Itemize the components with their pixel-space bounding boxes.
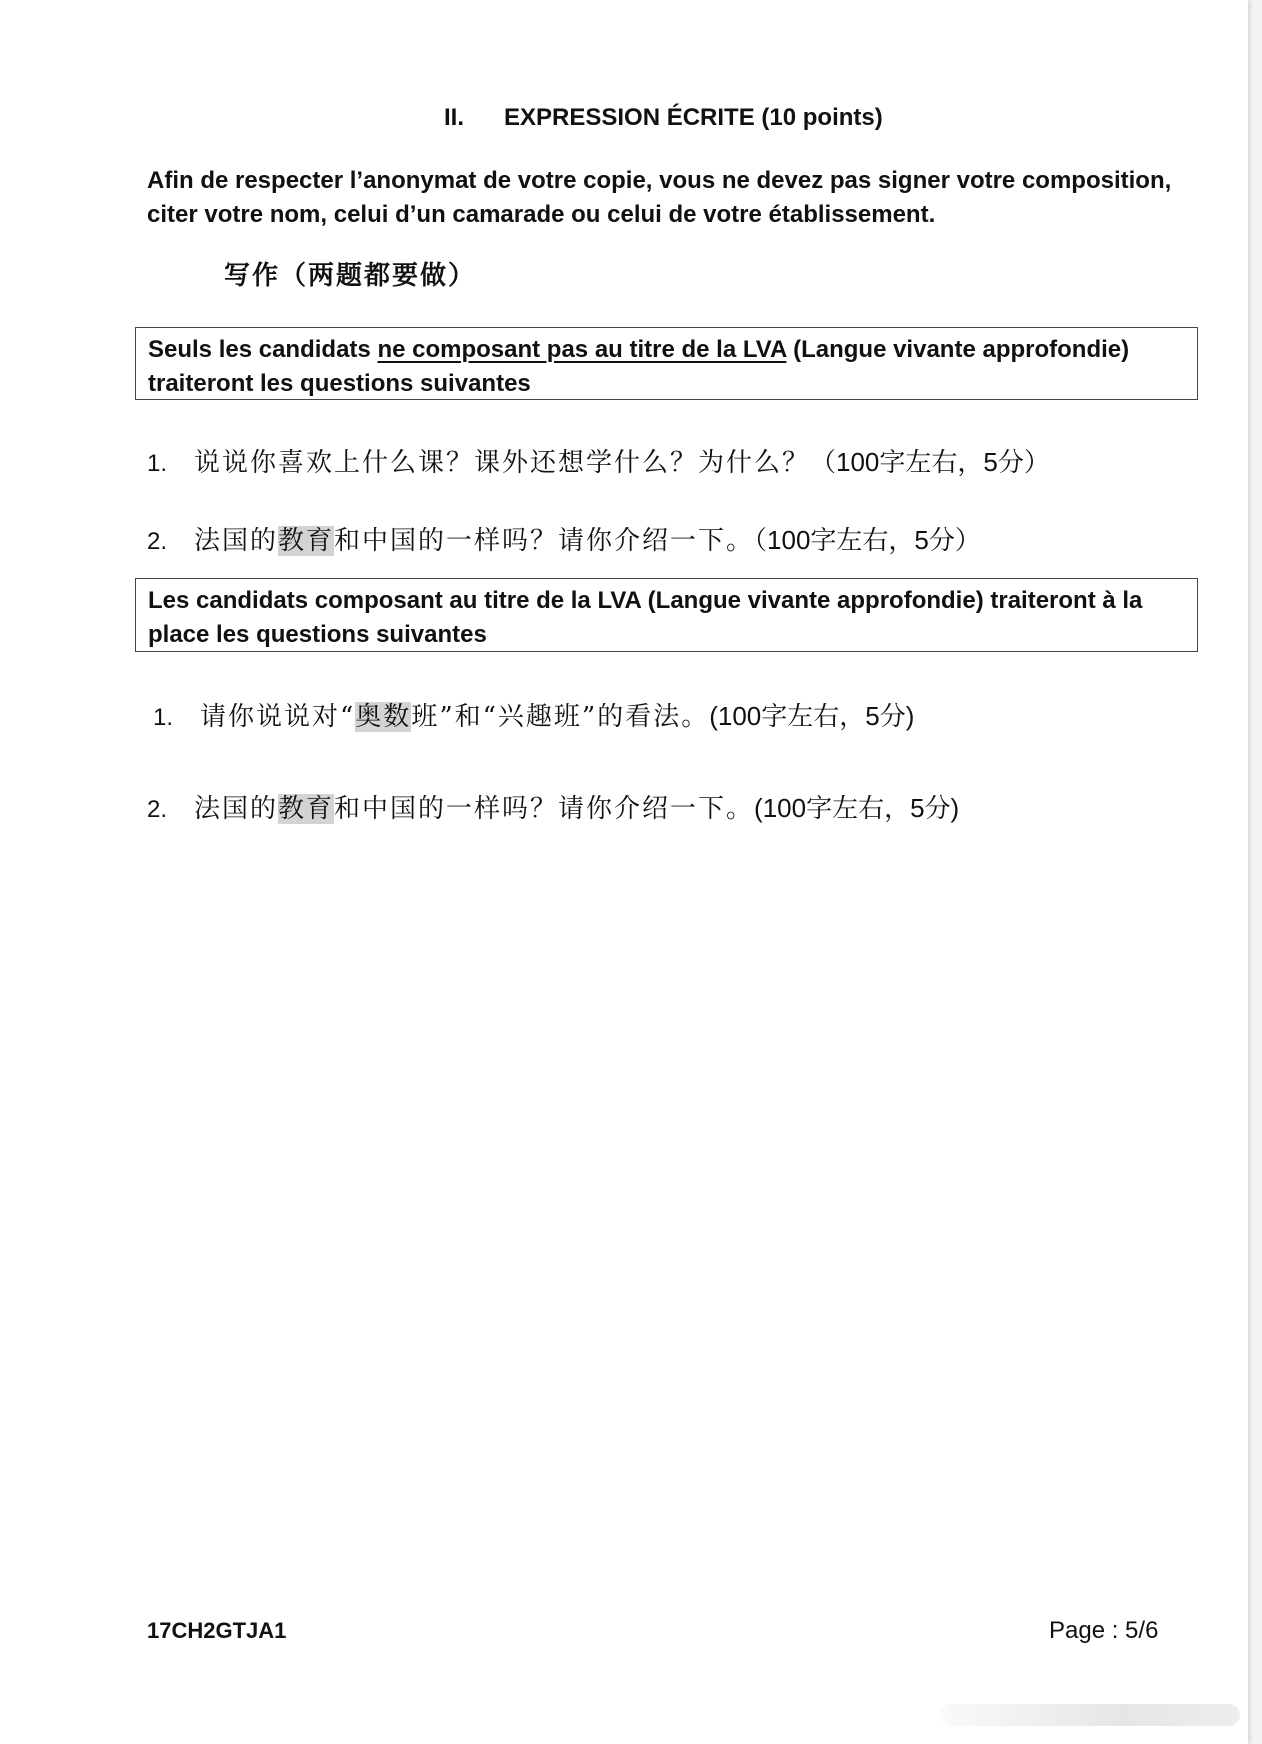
question-text: 说说你喜欢上什么课？课外还想学什么？为什么？ — [194, 448, 811, 478]
question-b2 — [147, 790, 959, 828]
question-number: 2. — [147, 528, 168, 555]
section-title — [444, 104, 883, 132]
question-text-pre: 法国的 — [194, 794, 279, 824]
question-number: 1. — [153, 704, 174, 731]
question-points: （100字左右，5分） — [754, 525, 981, 555]
document-code: 17CH2GTJA1 — [147, 1618, 287, 1643]
non-lva-instructions-box — [135, 327, 1198, 400]
box1-text-before: Seuls les candidats — [148, 336, 378, 363]
box1-underlined-text: ne composant pas au titre de la LVA — [377, 336, 787, 363]
writing-subheading: 写作（两题都要做） — [224, 261, 477, 291]
question-text-pre: 法国的 — [194, 526, 279, 556]
question-a1 — [147, 444, 1050, 482]
lva-instructions-box: Les candidats composant au titre de la LVA (Langue vivante approfondie) traiteront à la place les questions suivantes — [135, 578, 1198, 652]
highlighted-term: 教育 — [278, 794, 335, 824]
section-number: II. — [444, 104, 465, 131]
page-number: Page : 5/6 — [1049, 1617, 1159, 1644]
question-points: (100字左右，5分) — [754, 793, 960, 823]
question-number: 2. — [147, 796, 168, 823]
question-text-pre: 请你说说对“ — [200, 702, 356, 732]
question-number: 1. — [147, 450, 168, 477]
highlighted-term: 教育 — [278, 526, 335, 556]
question-points: (100字左右，5分) — [709, 701, 915, 731]
box1-text-after: (Langue vivante approfondie) traiteront les questions suivantes — [148, 336, 1130, 397]
question-points: （100字左右，5分） — [810, 447, 1050, 477]
highlighted-term: 奥数 — [355, 702, 412, 732]
question-text-post: 和中国的一样吗？请你介绍一下。 — [334, 794, 755, 824]
anonymity-instructions: Afin de respecter l’anonymat de votre copie, vous ne devez pas signer votre composition, citer votre nom, celui d’un camarade ou celui de votre établissement. — [147, 167, 1172, 228]
question-text-post: 班”和“兴趣班”的看法。 — [411, 702, 710, 732]
question-b1 — [153, 698, 914, 736]
section-heading: EXPRESSION ÉCRITE (10 points) — [504, 104, 883, 131]
horizontal-scrollbar[interactable] — [940, 1704, 1240, 1726]
question-a2 — [147, 522, 981, 560]
question-text-post: 和中国的一样吗？请你介绍一下。 — [334, 526, 755, 556]
